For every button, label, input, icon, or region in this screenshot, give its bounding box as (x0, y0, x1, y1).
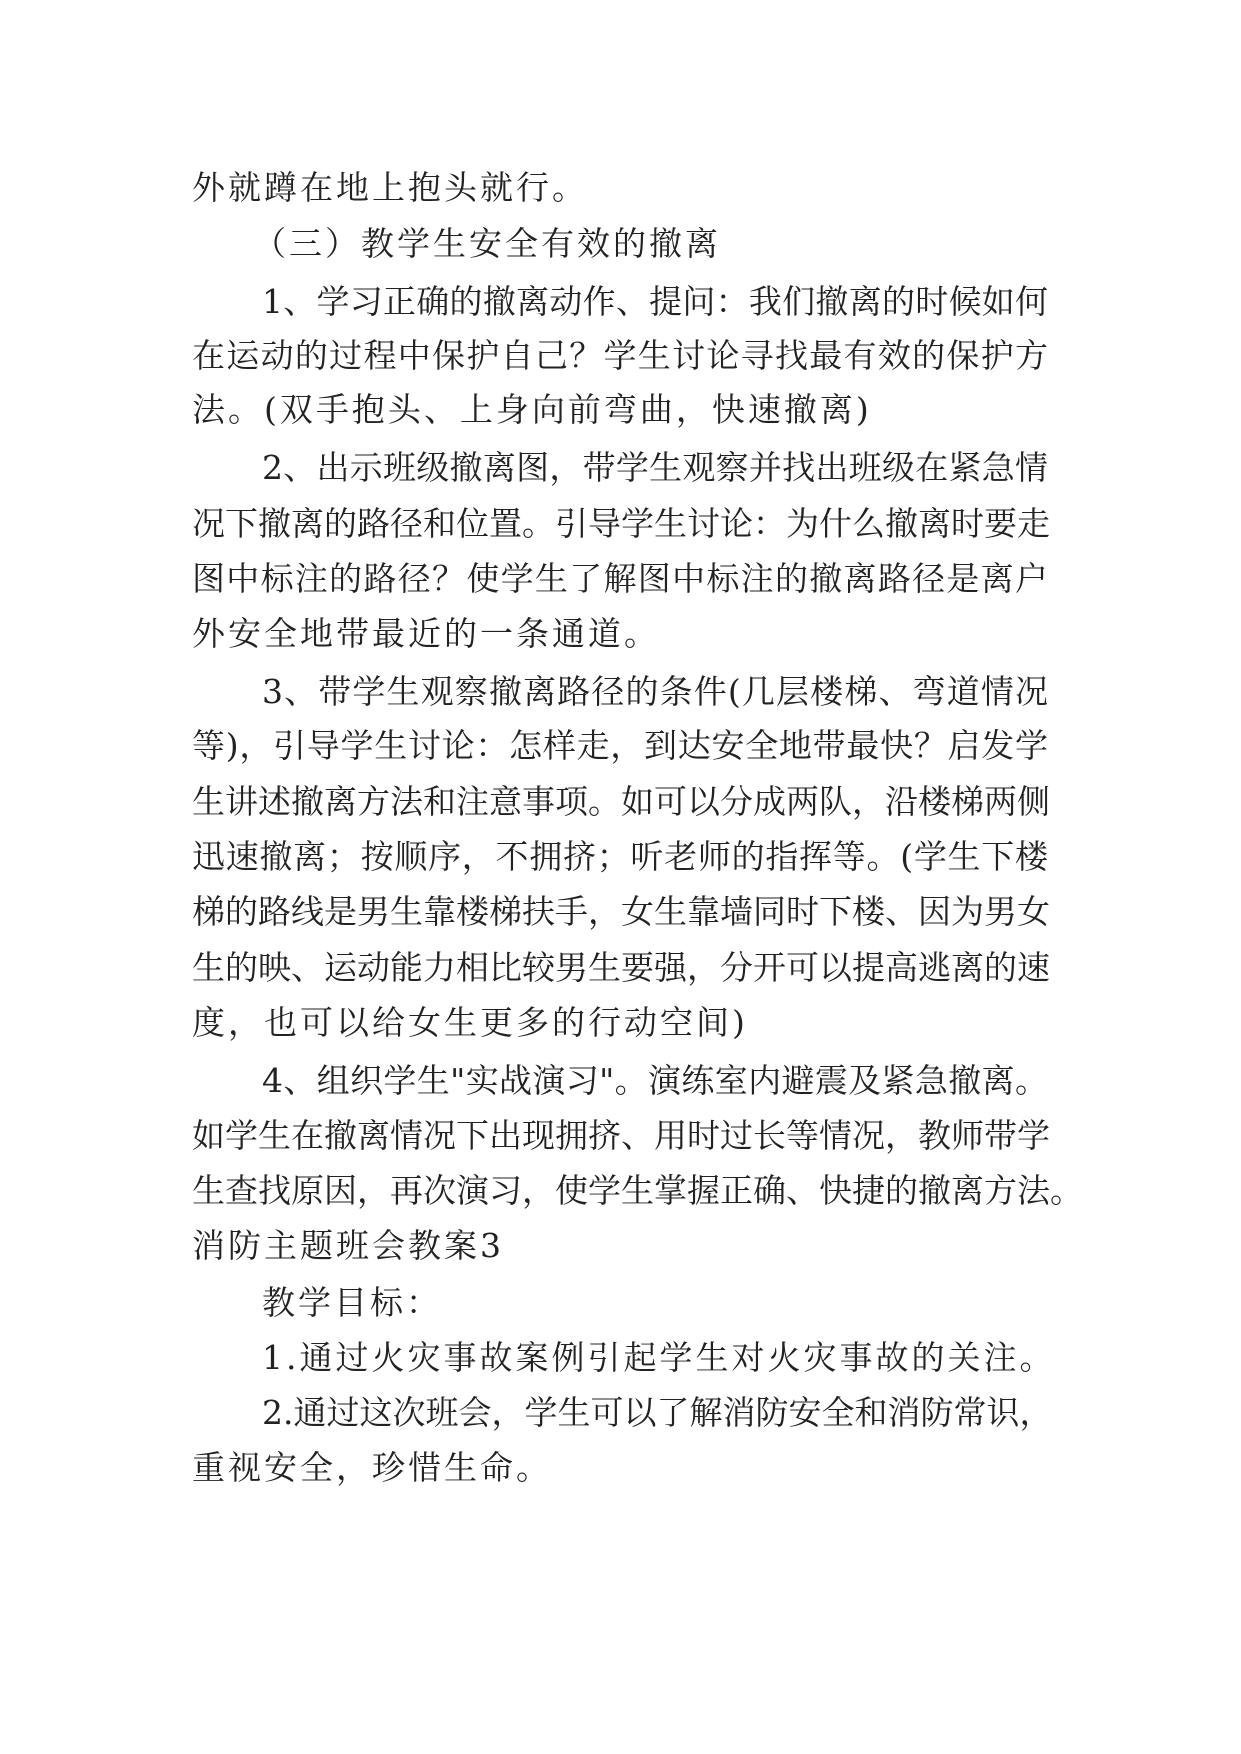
text-line: 生讲述撤离方法和注意事项。如可以分成两队，沿楼梯两侧 (192, 782, 1050, 821)
document-title: 消防主题班会教案3 (192, 1226, 504, 1265)
text-line: 外安全地带最近的一条通道。 (192, 614, 660, 653)
text-line: 重视安全，珍惜生命。 (192, 1448, 552, 1487)
section-heading: （三）教学生安全有效的撤离 (253, 224, 721, 263)
text-line: 1.通过火灾事故案例引起学生对火灾事故的关注。 (262, 1338, 1056, 1377)
text-line: 生查找原因，再次演习，使学生掌握正确、快捷的撤离方法。 (192, 1171, 1083, 1210)
text-line: 法。(双手抱头、上身向前弯曲，快速撤离) (192, 390, 872, 429)
section-heading: 教学目标： (262, 1283, 442, 1322)
text-line: 生的映、运动能力相比较男生要强，分开可以提高逃离的速 (192, 948, 1050, 987)
text-line: 梯的路线是男生靠楼梯扶手，女生靠墙同时下楼、因为男女 (192, 892, 1050, 931)
text-line: 2.通过这次班会，学生可以了解消防安全和消防常识， (262, 1393, 1053, 1432)
text-line: 在运动的过程中保护自己？学生讨论寻找最有效的保护方 (192, 336, 1048, 375)
text-line: 外就蹲在地上抱头就行。 (192, 168, 588, 207)
text-line: 迅速撤离；按顺序，不拥挤；听老师的指挥等。(学生下楼 (192, 837, 1048, 876)
text-line: 度，也可以给女生更多的行动空间) (192, 1003, 748, 1042)
text-line: 图中标注的路径？使学生了解图中标注的撤离路径是离户 (192, 559, 1048, 598)
text-line: 1、学习正确的撤离动作、提问：我们撤离的时候如何 (262, 282, 1048, 321)
text-line: 况下撤离的路径和位置。引导学生讨论：为什么撤离时要走 (192, 504, 1050, 543)
text-line: 3、带学生观察撤离路径的条件(几层楼梯、弯道情况 (262, 672, 1048, 711)
text-line: 等)，引导学生讨论：怎样走，到达安全地带最快？启发学 (192, 726, 1048, 765)
text-line: 如学生在撤离情况下出现拥挤、用时过长等情况，教师带学 (192, 1116, 1050, 1155)
text-line: 4、组织学生"实战演习"。演练室内避震及紧急撤离。 (262, 1061, 1048, 1100)
text-line: 2、出示班级撤离图，带学生观察并找出班级在紧急情 (262, 448, 1048, 487)
